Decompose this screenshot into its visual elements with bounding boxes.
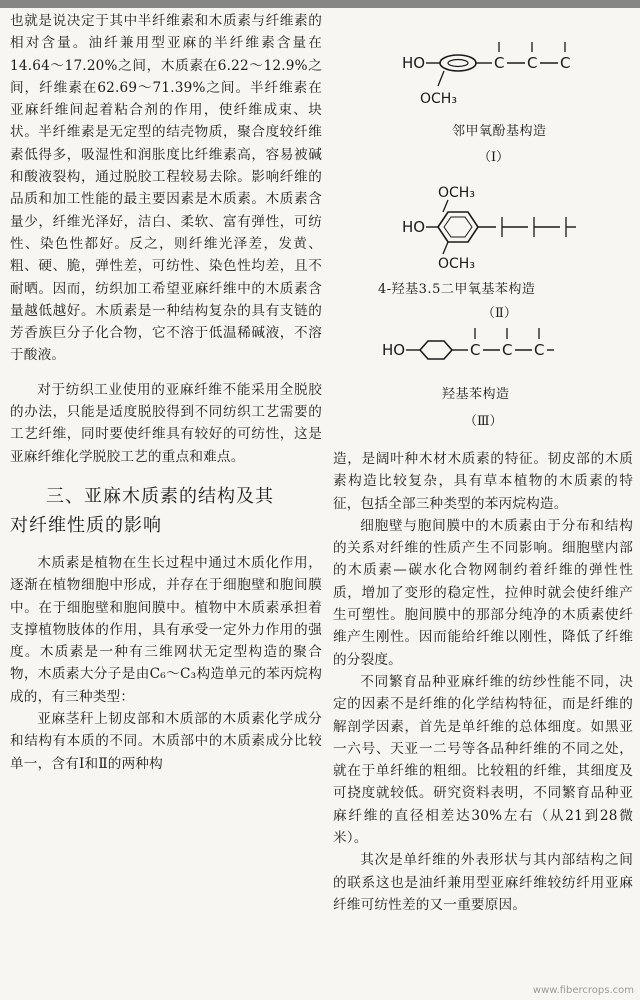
structure-3-caption: 羟基苯构造 — [442, 387, 510, 402]
top-edge-strip — [0, 0, 640, 8]
structure-3-diagram — [382, 328, 554, 359]
structure-1-numeral: （Ⅰ） — [478, 150, 510, 165]
left-column — [10, 10, 322, 775]
right-paragraph-2: 细胞壁与胞间膜中的木质素由于分布和结构的关系对纤维的性质产生不同影响。细胞壁内部的木质素—碳水化合物网制约着纤维的弹性性质，增加了变形的稳定性，拉伸时就会使纤维产生可塑性。胞间膜中的那部分纯净的木质素使纤维产生刚性。因而能给纤维以刚性，降低了纤维的分裂度。 — [333, 517, 633, 668]
right-column — [333, 448, 633, 916]
structure-1-diagram — [402, 42, 570, 107]
structures-svg — [340, 10, 630, 440]
s1-carbon-1: C — [494, 54, 505, 72]
s1-benzene-ring — [440, 55, 476, 71]
structure-2-numeral: （Ⅱ） — [482, 306, 517, 321]
section-heading-line-2: 对纤维性质的影响 — [10, 514, 162, 536]
section-heading — [10, 482, 322, 540]
watermark: www.fibercrops.com — [532, 985, 634, 996]
s2-ho-label: HO — [402, 218, 426, 236]
structure-2-diagram — [402, 185, 576, 272]
left-paragraph-1: 也就是说决定于其中半纤维素和木质素与纤维素的相对含量。油纤兼用型亚麻的半纤维素含量在14.64～17.20%之间，木质素在6.22～12.9%之间，纤维素在62.69～71.39%之间。半纤维素在亚麻纤维间起着粘合剂的作用，使纤维成束、块状。半纤维素是无定型的结壳物质，聚合度较纤维素低得多，吸湿性和润胀度比纤维素高，容易被碱和酸液裂构，通过脱胶工程较易去除。影响纤维的品质和加工性能的最主要因素是木质素。木质素含量少，纤维光泽好，洁白、柔软、富有弹性，可纺性、染色性都好。反之，则纤维光泽差，发黄、粗、硬、脆，弹性差，可纺性、染色性均差，且不耐晒。因而，纺织加工希望亚麻纤维中的木质素含量越低越好。木质素是一种结构复杂的具有支链的芳香族巨分子化合物，它不溶于低温稀碱液，不溶于酸液。 — [10, 13, 322, 364]
right-paragraph-1: 造，是阔叶种木材木质素的特征。韧皮部的木质素构造比较复杂，具有草本植物的木质素的特征，包括全部三种类型的苯丙烷构造。 — [333, 451, 633, 512]
structure-2-caption: 4-羟基3.5二甲氧基苯构造 — [378, 282, 536, 297]
s2-och3-top-label: OCH₃ — [438, 185, 475, 201]
right-paragraph-4: 其次是单纤维的外表形状与其内部结构之间的联系这也是油纤兼用型亚麻纤维较纺纤用亚麻纤维可纺性差的又一重要原因。 — [333, 852, 633, 913]
s2-och3-bottom-label: OCH₃ — [438, 256, 475, 272]
structure-3-numeral: （Ⅲ） — [464, 414, 503, 429]
left-paragraph-2: 对于纺织工业使用的亚麻纤维不能采用全脱胶的办法，只能是适度脱胶得到不同纺织工艺需要的工艺纤维，同时要使纤维具有较好的可纺性，这是亚麻纤维化学脱胶工艺的重点和难点。 — [10, 381, 322, 465]
chemical-structures-figure — [340, 10, 630, 440]
structure-1-caption: 邻甲氧酚基构造 — [452, 124, 547, 139]
s3-ho-label: HO — [382, 341, 406, 359]
s1-carbon-2: C — [527, 54, 538, 72]
s1-ho-label: HO — [402, 54, 426, 72]
left-paragraph-3: 木质素是植物在生长过程中通过木质化作用，逐渐在植物细胞中形成，并存在于细胞壁和胞间膜中。在于细胞壁和胞间膜中。植物中木质素承担着支撑植物肢体的作用，具有承受一定外力作用的强度。木质素是一种有三维网状无定型构造的聚合物，木质素大分子是由C₆～C₃构造单元的苯丙烷构成的，有三种类型： — [10, 554, 322, 705]
s1-och3-label: OCH₃ — [420, 91, 457, 107]
s1-carbon-3: C — [560, 54, 571, 72]
section-heading-line-1: 三、亚麻木质素的结构及其 — [46, 485, 274, 507]
s3-carbon-3: C — [534, 341, 545, 359]
left-paragraph-4: 亚麻茎秆上韧皮部和木质部的木质素化学成分和结构有本质的不同。木质部中的木质素成分比较单一，含有Ⅰ和Ⅱ的两种构 — [10, 711, 322, 772]
s3-benzene-ring — [420, 341, 452, 359]
s3-carbon-1: C — [470, 341, 481, 359]
right-paragraph-3: 不同繁育品种亚麻纤维的纺纱性能不同，决定的因素不是纤维的化学结构特征，而是纤维的解剖学因素，首先是单纤维的总体细度。如黑亚一六号、天亚一二号等各品种纤维的不同之处，就在于单纤维的粗细。比较粗的纤维，其细度及可挠度就较低。研究资料表明，不同繁育品种亚麻纤维的直径相差达30%左右（从21到28微米）。 — [333, 673, 633, 847]
s3-carbon-2: C — [502, 341, 513, 359]
